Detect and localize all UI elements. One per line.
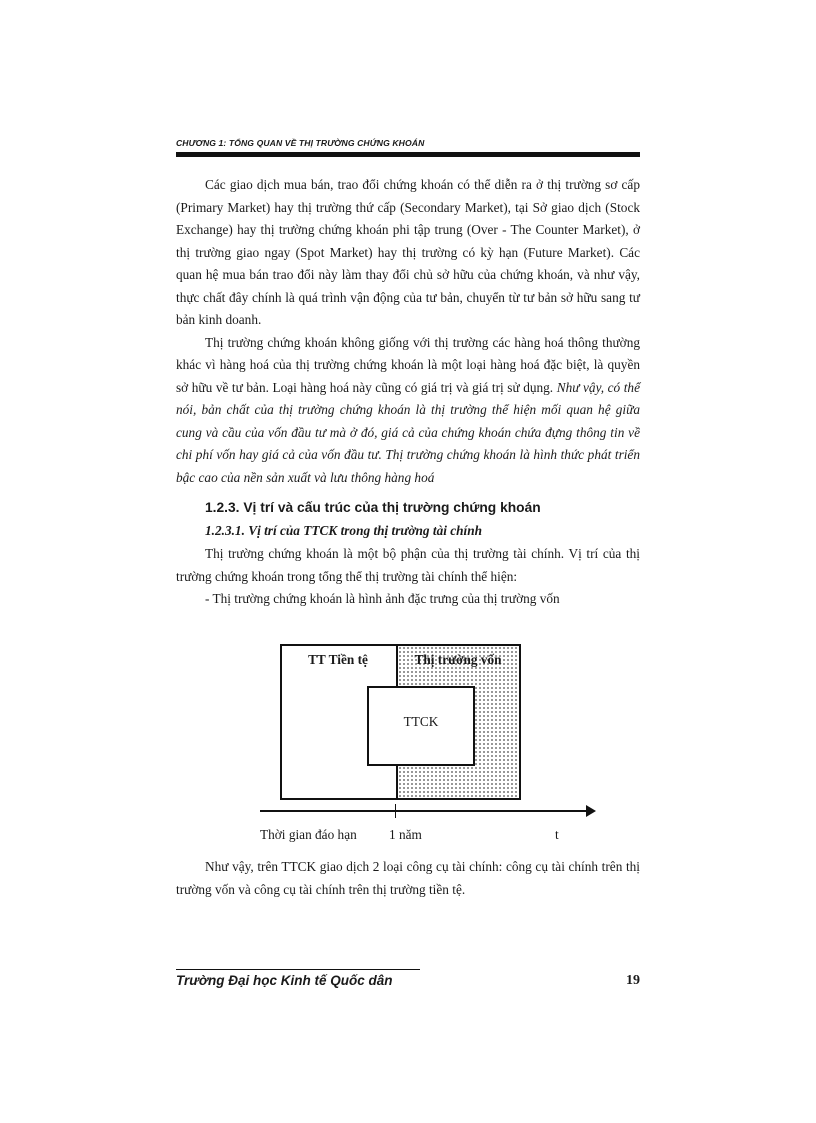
market-diagram <box>255 640 605 850</box>
bullet-item: - Thị trường chứng khoán là hình ảnh đặc trưng của thị trường vốn <box>205 591 560 606</box>
subsection-heading: 1.2.3.1. Vị trí của TTCK trong thị trường tài chính <box>205 523 483 538</box>
paragraph-1: Các giao dịch mua bán, trao đổi chứng khoán có thể diễn ra ở thị trường sơ cấp (Primary Market) hay thị trường thứ cấp (Secondary Market), tại Sở giao dịch (Stock Exchange) hay thị trường chứng khoán phi tập trung (Over - The Counter Market), ở thị trường giao ngay (Spot Market) hay thị trường có kỳ hạn (Future Market). Các quan hệ mua bán trao đổi này làm thay đổi chủ sở hữu của chứng khoán, và như vậy, thực chất đây chính là quá trình vận động của tư bản, chuyển từ tư bản sở hữu sang tư bản kinh doanh. <box>176 177 640 327</box>
axis-label-maturity: Thời gian đáo hạn <box>260 827 357 842</box>
paragraph-2-italic: Như vậy, có thể nói, bản chất của thị trường chứng khoán là thị trường thể hiện mối quan hệ giữa cung và cầu của vốn đầu tư mà ở đó, giá cả của chứng khoán chứa đựng thông tin về chi phí vốn hay giá cả của vốn đầu tư. Thị trường chứng khoán là hình thức phát triển bậc cao của nền sản xuất và lưu thông hàng hoá <box>176 379 640 485</box>
footer-school: Trường Đại học Kinh tế Quốc dân <box>176 973 393 988</box>
capital-market-label: Thị trường vốn <box>414 652 502 667</box>
page-number: 19 <box>626 973 640 988</box>
closing-section <box>176 856 640 901</box>
closing-paragraph: Như vậy, trên TTCK giao dịch 2 loại công cụ tài chính: công cụ tài chính trên thị trường vốn và công cụ tài chính trên thị trường tiền tệ. <box>176 859 640 897</box>
section-heading: 1.2.3. Vị trí và cấu trúc của thị trường chứng khoán <box>205 500 541 515</box>
paragraph-2-text: Thị trường chứng khoán không giống với thị trường các hàng hoá thông thường khác vì hàng hoá của thị trường chứng khoán là một loại hàng hoá đặc biệt, là quyền sở hữu về tư bản. Loại hàng hoá này cũng có giá trị và giá trị sử dụng. <box>176 334 640 395</box>
ttck-label: TTCK <box>403 714 439 729</box>
footer-rule <box>176 969 420 970</box>
paragraph-2 <box>176 332 640 490</box>
axis-arrow-icon <box>586 805 596 817</box>
one-year-tick <box>395 804 396 818</box>
header-rule <box>176 152 640 157</box>
money-market-label: TT Tiền tệ <box>308 652 368 667</box>
time-axis <box>260 810 590 812</box>
main-content <box>176 174 640 611</box>
chapter-header: CHƯƠNG 1: TỔNG QUAN VỀ THỊ TRƯỜNG CHỨNG KHOÁN <box>176 138 425 148</box>
paragraph-3: Thị trường chứng khoán là một bộ phận của thị trường tài chính. Vị trí của thị trường chứng khoán trong tổng thể thị trường tài chính thể hiện: <box>176 546 640 584</box>
axis-label-t: t <box>555 827 559 842</box>
axis-label-one-year: 1 năm <box>389 827 422 842</box>
